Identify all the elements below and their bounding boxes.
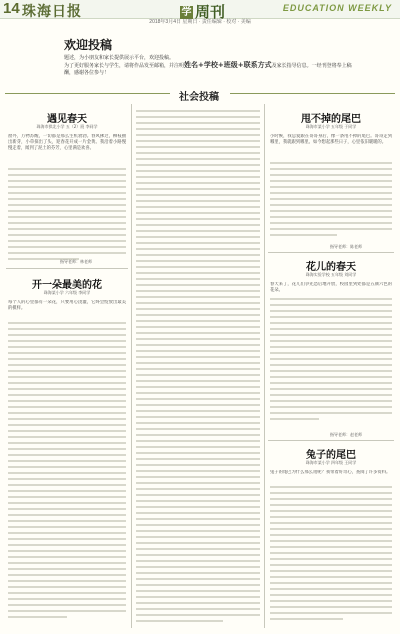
article-byline: 珠海市拱北小学 五（2）班 李同学 (36, 124, 98, 129)
article-divider (268, 440, 394, 441)
column-divider (264, 104, 265, 628)
newspaper-masthead: 珠海日报 (22, 4, 82, 20)
section-banner (5, 88, 395, 103)
notice-lead: 题述，为小朋友和家长提供展示平台，欢迎投稿。 (64, 55, 175, 61)
article-title: 遇见春天 (47, 114, 87, 125)
notice-body (64, 62, 356, 77)
page-number: 14 (3, 0, 20, 17)
submission-notice (64, 55, 356, 77)
article-body-continued (270, 486, 392, 624)
article-teacher: 指导老师：赵老师 (330, 432, 362, 437)
article-title: 开一朵最美的花 (32, 280, 102, 291)
article-byline: 珠海市某小学 五年级 于同学 (305, 124, 357, 129)
edition-mark-first: 学 (181, 7, 192, 18)
article-divider (268, 252, 394, 253)
notice-emphasis: 姓名+学校+班级+联系方式 (184, 61, 272, 69)
section-title: 欢迎投稿 (64, 38, 113, 52)
banner-rule-right (230, 93, 395, 94)
article-body: 兔子的尾巴为什么那么短呢？我带着好奇心，查阅了许多资料。 (270, 470, 391, 475)
article-body: 春天来了，花儿们争先恐后地开放，校园里到处都是五颜六色的花朵。 (270, 282, 392, 293)
article-title: 花儿的春天 (306, 262, 356, 273)
notice-tail: 及家长指导信息。一经刊登将奉上稿酬，感谢各位参与！ (64, 63, 352, 76)
article-body-continued (270, 162, 392, 242)
column-divider (131, 104, 132, 628)
article-body: 每个人的心里都有一朵花，只要用心浇灌，它终会绽放出最美的模样。 (8, 300, 126, 311)
dateline: 2018年3月4日 星期日 · 责任编辑 · 校对 · 美编 (149, 19, 251, 25)
article-divider (6, 268, 128, 269)
article-byline: 珠海某小学 六年级 李同学 (43, 290, 91, 295)
article-title: 兔子的尾巴 (306, 450, 356, 461)
article-body-continued (8, 168, 126, 264)
article-body-continued (8, 322, 126, 624)
article-teacher: 指导老师：陈老师 (330, 244, 362, 249)
article-byline: 珠海市某小学 四年级 王同学 (305, 460, 357, 465)
banner-rule-left (5, 93, 170, 94)
article-body: 窗外，万物苏醒，一切都是那么生机勃勃。春风拂过，柳枝抽出新芽，小草探出了头，迎春花开成一片金黄。我沿着小路慢慢走着，闻到了泥土的芬芳，心里满是欢喜。 (8, 134, 126, 151)
banner-label: 社会投稿 (175, 88, 223, 103)
page-header (0, 0, 400, 19)
article-byline: 珠海实验学校 五年级 刘同学 (305, 272, 357, 277)
article-body: 小时候，我总爱跟在哥哥身后，像一条甩不掉的尾巴。哥哥走到哪里，我就跟到哪里。如今想起那些日子，心里依旧暖暖的。 (270, 134, 392, 145)
article-body-continued (270, 298, 392, 430)
notice-body-text: 为了更好服务家长与学生，请将作品发至邮箱，并注明 (64, 63, 185, 69)
edition-mark-rest: 周刊 (195, 4, 226, 21)
article-title: 甩不掉的尾巴 (301, 114, 361, 125)
article-body-continued (136, 110, 260, 624)
article-teacher: 指导老师：林老师 (60, 259, 92, 264)
edition-english-label: EDUCATION WEEKLY (282, 3, 392, 13)
